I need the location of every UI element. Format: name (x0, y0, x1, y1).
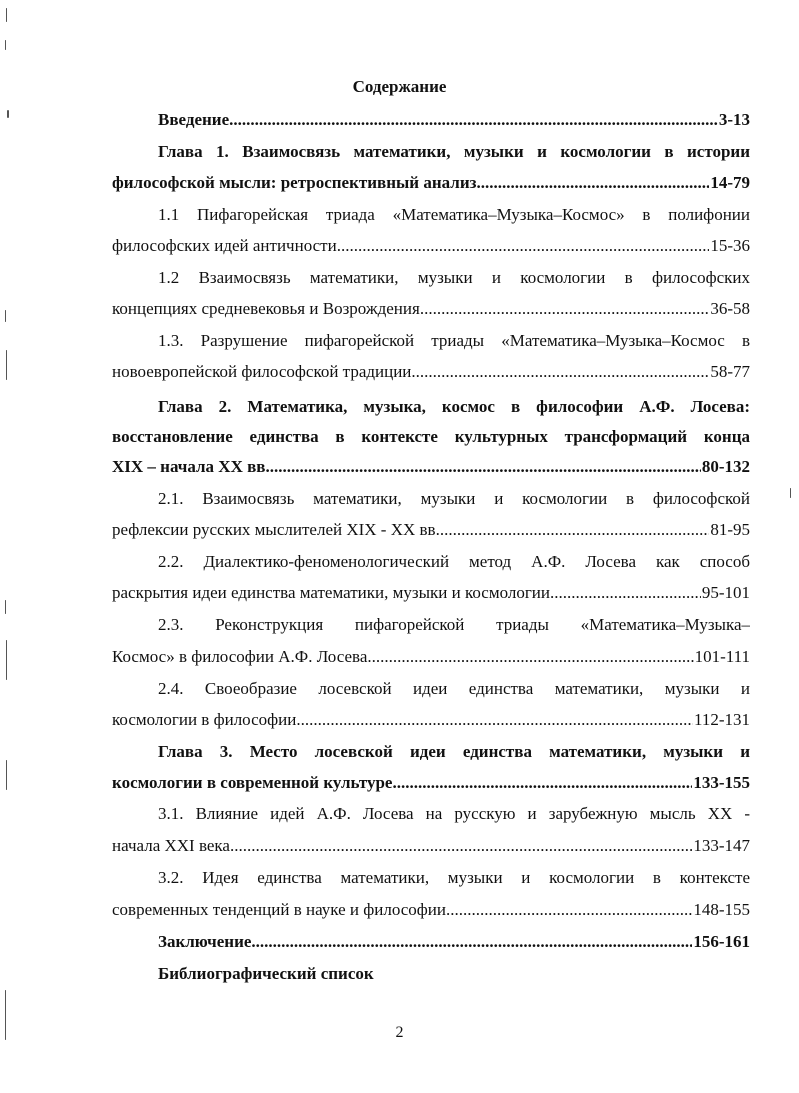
toc-section-2-3-line1: 2.3. Реконструкция пифагорейской триады «Математика–Музыка– (158, 615, 750, 634)
toc-chapter-1-line2: философской мысли: ретроспективный анализ ..... 14-79 (112, 171, 750, 195)
scan-speck (5, 990, 6, 1040)
toc-page-number: 148-155 (693, 900, 750, 919)
scan-speck (790, 488, 791, 498)
toc-page-number: 112-131 (693, 710, 750, 729)
toc-page-number: 80-132 (701, 457, 750, 476)
toc-section-1-2-line1: 1.2 Взаимосвязь математики, музыки и космологии в философских (158, 268, 750, 287)
toc-chapter-3-line2: космологии в современной культуре ..... 133-155 (112, 771, 750, 795)
toc-page-number: 36-58 (710, 299, 750, 318)
toc-section-2-4-line2: космологии в философии ..... 112-131 (112, 708, 750, 732)
toc-section-1-1-line2: философских идей античности ..... 15-36 (112, 234, 750, 258)
toc-section-1-1-line1: 1.1 Пифагорейская триада «Математика–Музыка–Космос» в полифонии (158, 205, 750, 224)
toc-section-1-3-line1: 1.3. Разрушение пифагорейской триады «Математика–Музыка–Космос в (158, 331, 750, 350)
scan-speck (6, 640, 7, 680)
toc-section-2-1-line2: рефлексии русских мыслителей XIX - XX вв ..... 81-95 (112, 518, 750, 542)
toc-page-number: 133-155 (693, 773, 750, 792)
toc-section-1-2-line2: концепциях средневековья и Возрождения ..... 36-58 (112, 297, 750, 321)
scan-speck (5, 40, 6, 50)
toc-chapter-2-line1: Глава 2. Математика, музыка, космос в философии А.Ф. Лосева: (158, 397, 750, 416)
toc-section-2-2-line2: раскрытия идеи единства математики, музыки и космологии ..... 95-101 (112, 581, 750, 605)
toc-page-number: 58-77 (710, 362, 750, 381)
toc-section-3-1-line2: начала XXI века ..... 133-147 (112, 834, 750, 858)
page-number: 2 (395, 1024, 404, 1041)
toc-section-2-3-line2: Космос» в философии А.Ф. Лосева ..... 101-111 (112, 645, 750, 669)
toc-entry-bibliography: Библиографический список (158, 964, 374, 983)
toc-entry-text: Введение (158, 110, 230, 129)
scan-speck (5, 600, 6, 614)
toc-page-number: 14-79 (710, 173, 750, 192)
toc-chapter-1-line1: Глава 1. Взаимосвязь математики, музыки и космологии в истории (158, 142, 750, 161)
toc-page-number: 133-147 (693, 836, 750, 855)
toc-entry-intro (158, 108, 750, 132)
scan-speck (6, 350, 7, 380)
scan-speck (7, 110, 9, 118)
toc-section-3-2-line2: современных тенденций в науке и философии ..... 148-155 (112, 898, 750, 922)
toc-page-number: 3-13 (718, 110, 750, 129)
toc-section-3-2-line1: 3.2. Идея единства математики, музыки и космологии в контексте (158, 868, 750, 887)
toc-chapter-3-line1: Глава 3. Место лосевской идеи единства математики, музыки и (158, 742, 750, 761)
toc-section-2-4-line1: 2.4. Своеобразие лосевской идеи единства математики, музыки и (158, 679, 750, 698)
scan-speck (6, 8, 7, 22)
toc-section-2-1-line1: 2.1. Взаимосвязь математики, музыки и космологии в философской (158, 489, 750, 508)
toc-page-number: 81-95 (710, 520, 750, 539)
toc-page-number: 15-36 (710, 236, 750, 255)
toc-page-number: 101-111 (694, 647, 750, 666)
toc-section-2-2-line1: 2.2. Диалектико-феноменологический метод А.Ф. Лосева как способ (158, 552, 750, 571)
toc-chapter-2-line3: XIX – начала XX вв ..... 80-132 (112, 455, 750, 479)
scan-speck (5, 310, 6, 322)
toc-chapter-2-line2: восстановление единства в контексте культурных трансформаций конца (112, 427, 750, 446)
toc-entry-conclusion: Заключение ..... 156-161 (158, 930, 750, 954)
toc-section-1-3-line2: новоевропейской философской традиции ..... 58-77 (112, 360, 750, 384)
page-title: Содержание (352, 77, 447, 96)
toc-page-number: 95-101 (701, 583, 750, 602)
toc-section-3-1-line1: 3.1. Влияние идей А.Ф. Лосева на русскую и зарубежную мысль XX - (158, 804, 750, 823)
scan-speck (6, 760, 7, 790)
toc-page-number: 156-161 (693, 932, 750, 951)
